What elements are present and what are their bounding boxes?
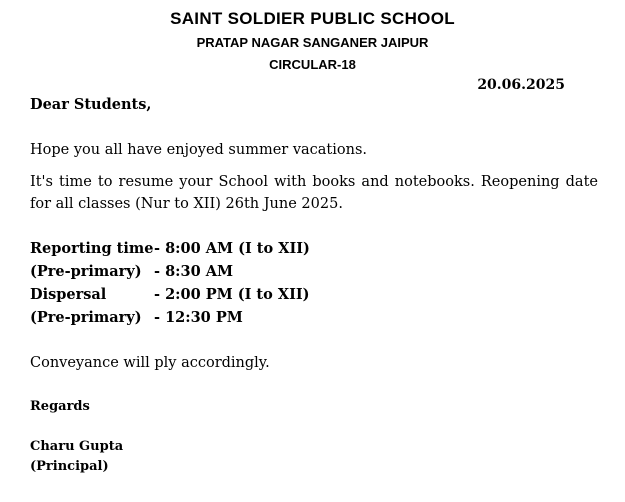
- conveyance-note: Conveyance will ply accordingly.: [30, 355, 270, 371]
- signatory-name: Charu Gupta: [30, 439, 124, 454]
- circular-number: CIRCULAR-18: [269, 57, 356, 72]
- signatory-title: (Principal): [30, 459, 109, 474]
- timing-label: Reporting time: [30, 240, 154, 257]
- school-name: SAINT SOLDIER PUBLIC SCHOOL: [170, 9, 455, 28]
- timing-row: [30, 263, 233, 280]
- timing-value: - 8:30 AM: [154, 263, 234, 280]
- salutation: Dear Students,: [30, 96, 152, 113]
- closing: Regards: [30, 399, 90, 414]
- school-address: PRATAP NAGAR SANGANER JAIPUR: [196, 35, 429, 50]
- timing-label: (Pre-primary): [30, 309, 142, 326]
- timing-value: - 12:30 PM: [154, 309, 243, 326]
- timing-value: - 2:00 PM (I to XII): [154, 286, 310, 303]
- body-paragraph-2: It's time to resume your School with books and notebooks. Reopening date for all classes (Nur to XII) 26th June 2025.: [30, 174, 598, 212]
- timing-row: [30, 309, 243, 326]
- circular-date: 20.06.2025: [477, 77, 565, 93]
- timing-row: [30, 286, 310, 303]
- timing-row: [30, 240, 310, 257]
- timing-label: Dispersal: [30, 286, 107, 303]
- timing-label: (Pre-primary): [30, 263, 142, 280]
- timing-value: - 8:00 AM (I to XII): [154, 240, 310, 257]
- body-paragraph-1: Hope you all have enjoyed summer vacations.: [30, 142, 368, 158]
